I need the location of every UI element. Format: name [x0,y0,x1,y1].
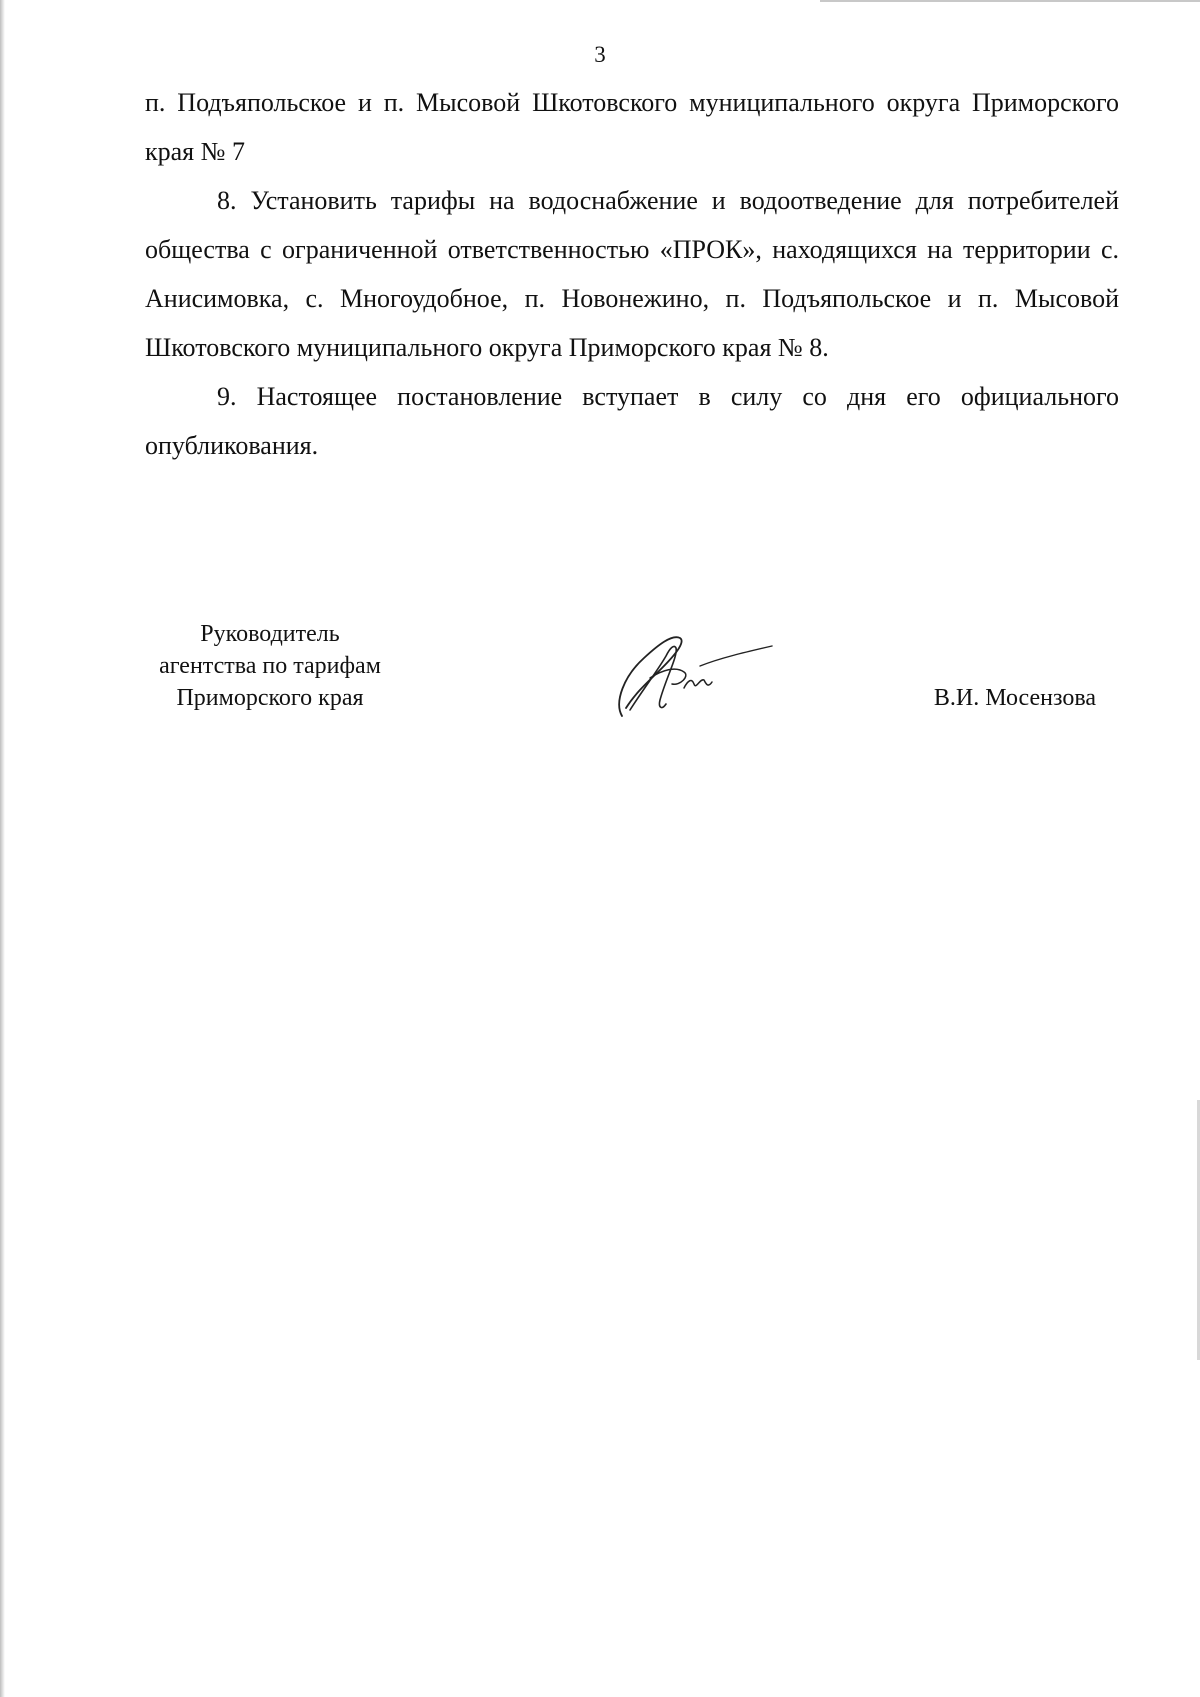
position-line: Руководитель [200,621,340,647]
signer-name: В.И. Мосензова [933,685,1096,711]
position-line: агентства по тарифам [159,653,381,679]
scan-top-edge [820,0,1200,2]
handwritten-signature [600,618,780,728]
page-number: 3 [594,42,606,67]
document-body [145,78,1119,470]
paragraph-item-8: 8. Установить тарифы на водоснабжение и водоотведение для потребителей общества с ограниченной ответственностью «ПРОК», находящихся на территории с. Анисимовка, с. Многоудобное, п. Новонежино, п. Подъяпольское и п. Мысовой Шкотовского муниципального округа Приморского края № 8. [145,186,1119,362]
scan-left-edge [0,0,5,1697]
paragraph-continuation: п. Подъяпольское и п. Мысовой Шкотовского муниципального округа Приморского края № 7 [145,88,1119,166]
signature-block [120,618,1120,738]
signer-position [120,618,420,714]
position-line: Приморского края [176,685,364,711]
paragraph-item-9: 9. Настоящее постановление вступает в силу со дня его официального опубликования. [145,382,1119,460]
